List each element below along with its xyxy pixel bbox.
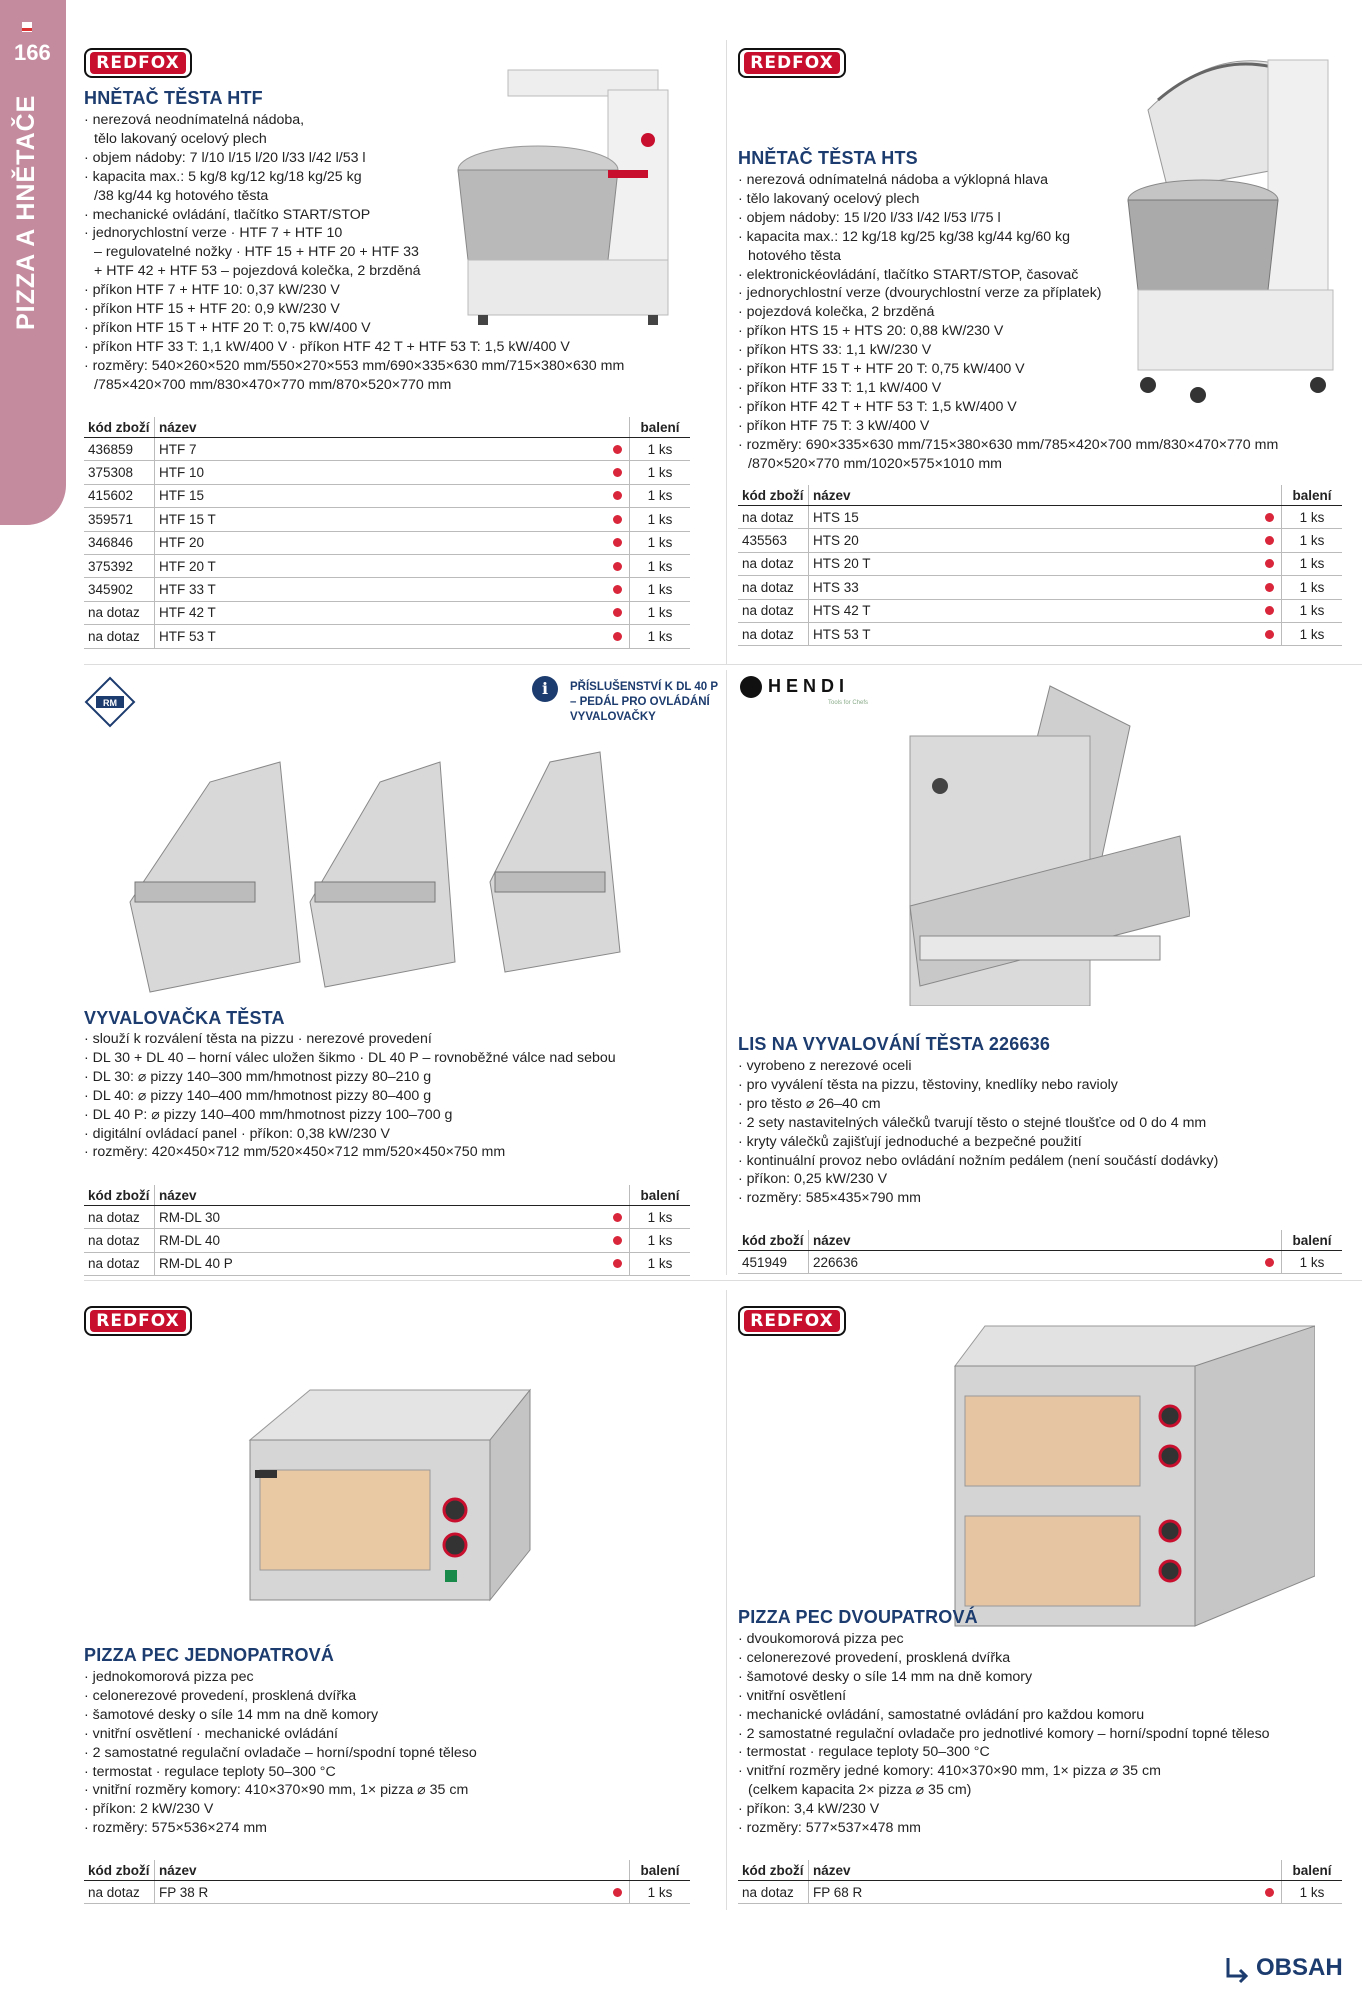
fp38-title: PIZZA PEC JEDNOPATROVÁ	[84, 1645, 335, 1665]
product-name: HTF 42 T	[155, 601, 606, 624]
product-code: na dotaz	[738, 576, 809, 599]
product-code: na dotaz	[84, 1881, 155, 1904]
double-oven-image	[945, 1316, 1315, 1636]
name-header: název	[809, 1860, 1258, 1881]
column-divider	[726, 670, 727, 1275]
spec-line: · příkon HTF 33 T: 1,1 kW/400 V · příkon HTF 42 T + HTF 53 T: 1,5 kW/400 V	[84, 338, 624, 357]
spec-line: · 2 samostatné regulační ovladače – horní/spodní topné těleso	[84, 1744, 477, 1763]
spec-line: – regulovatelné nožky · HTF 15 + HTF 20 + HTF 33	[94, 244, 419, 261]
availability-dot	[605, 484, 630, 507]
spec-line: · rozměry: 585×435×790 mm	[738, 1189, 1218, 1208]
product-pack: 1 ks	[630, 461, 691, 484]
fp68-title: PIZZA PEC DVOUPATROVÁ	[738, 1607, 978, 1627]
product-name: HTF 53 T	[155, 625, 606, 648]
product-pack: 1 ks	[630, 1206, 691, 1229]
spec-line: · dvoukomorová pizza pec	[738, 1630, 1270, 1649]
column-divider	[726, 1290, 727, 1910]
product-code: na dotaz	[84, 601, 155, 624]
red-dot-icon	[613, 468, 622, 477]
product-code: na dotaz	[738, 599, 809, 622]
spec-line: · slouží k rozválení těsta na pizzu · nerezové provedení	[84, 1030, 616, 1049]
spec-line: · kapacita max.: 12 kg/18 kg/25 kg/38 kg/44 kg/60 kg	[738, 228, 1278, 247]
product-name: HTS 20	[809, 529, 1258, 552]
pack-header: balení	[1282, 485, 1343, 506]
spec-line: · objem nádoby: 15 l/20 l/33 l/42 l/53 l/75 l	[738, 209, 1278, 228]
dough-sheeter-image	[900, 676, 1190, 1006]
spec-line: · digitální ovládací panel · příkon: 0,38 kW/230 V	[84, 1125, 616, 1144]
product-name: FP 68 R	[809, 1881, 1258, 1904]
redfox-logo: REDFOX	[738, 48, 846, 78]
availability-dot	[1257, 552, 1282, 575]
code-header: kód zboží	[84, 1860, 155, 1881]
red-dot-icon	[1265, 583, 1274, 592]
product-pack: 1 ks	[1282, 599, 1343, 622]
accessory-note: PŘÍSLUŠENSTVÍ K DL 40 P – PEDÁL PRO OVLÁDÁNÍ VYVALOVAČKY	[570, 681, 719, 723]
info-icon: i	[532, 676, 558, 702]
spec-line: tělo lakovaný ocelový plech	[94, 130, 267, 147]
table-row	[84, 1206, 690, 1229]
red-dot-icon	[613, 491, 622, 500]
spec-line: · mechanické ovládání, samostatné ovládání pro každou komoru	[738, 1706, 1270, 1725]
red-dot-icon	[1265, 606, 1274, 615]
pack-header: balení	[1282, 1860, 1343, 1881]
fp38-specs	[84, 1668, 477, 1838]
pack-header: balení	[1282, 1230, 1343, 1251]
htf-specs	[84, 111, 624, 395]
product-pack: 1 ks	[630, 601, 691, 624]
name-header: název	[155, 417, 606, 438]
red-dot-icon	[613, 585, 622, 594]
product-code: 436859	[84, 438, 155, 461]
product-pack: 1 ks	[1282, 529, 1343, 552]
table-row	[738, 506, 1342, 529]
spec-line: hotového těsta	[748, 247, 842, 264]
spec-line: · DL 40 P: ⌀ pizzy 140–400 mm/hmotnost pizzy 100–700 g	[84, 1106, 616, 1125]
red-dot-icon	[613, 515, 622, 524]
spec-line: · příkon HTF 33 T: 1,1 kW/400 V	[738, 379, 1278, 398]
availability-dot	[605, 1881, 630, 1904]
pack-header: balení	[630, 1860, 691, 1881]
spec-line: · příkon HTS 15 + HTS 20: 0,88 kW/230 V	[738, 322, 1278, 341]
row-divider	[84, 664, 1362, 665]
table-row	[738, 576, 1342, 599]
page-number: 166	[14, 40, 51, 65]
code-header: kód zboží	[738, 1860, 809, 1881]
product-name: FP 38 R	[155, 1881, 606, 1904]
product-pack: 1 ks	[1282, 622, 1343, 645]
table-row	[84, 601, 690, 624]
product-code: 375392	[84, 554, 155, 577]
spec-line: · jednorychlostní verze · HTF 7 + HTF 10	[84, 224, 624, 243]
table-row	[84, 625, 690, 648]
section-label: PIZZA A HNĚTAČE	[12, 94, 40, 330]
red-dot-icon	[613, 1236, 622, 1245]
product-pack: 1 ks	[1282, 1251, 1343, 1274]
table-row	[84, 531, 690, 554]
spec-line: · příkon HTF 42 T + HTF 53 T: 1,5 kW/400 V	[738, 398, 1278, 417]
red-dot-icon	[613, 562, 622, 571]
hts-product-table	[738, 485, 1342, 646]
product-code: na dotaz	[738, 622, 809, 645]
red-dot-icon	[1265, 559, 1274, 568]
svg-text:RM: RM	[103, 698, 117, 708]
dl-specs	[84, 1030, 616, 1162]
availability-dot	[605, 601, 630, 624]
product-name: HTF 33 T	[155, 578, 606, 601]
product-pack: 1 ks	[1282, 576, 1343, 599]
hendi-tagline: Tools for Chefs	[828, 700, 869, 706]
spec-line: · rozměry: 690×335×630 mm/715×380×630 mm/785×420×700 mm/830×470×770 mm	[738, 436, 1278, 455]
spec-line: · příkon: 0,25 kW/230 V	[738, 1170, 1218, 1189]
lis-title: LIS NA VYVALOVÁNÍ TĚSTA 226636	[738, 1034, 1051, 1054]
redfox-logo: REDFOX	[84, 48, 192, 78]
redfox-logo: REDFOX	[738, 1306, 846, 1336]
spec-line: · šamotové desky o síle 14 mm na dně komory	[738, 1668, 1270, 1687]
spec-line: · rozměry: 540×260×520 mm/550×270×553 mm/690×335×630 mm/715×380×630 mm	[84, 357, 624, 376]
table-row	[84, 461, 690, 484]
fp38-product-table	[84, 1860, 690, 1904]
product-name: RM-DL 40 P	[155, 1252, 606, 1275]
table-row	[84, 438, 690, 461]
table-row	[738, 622, 1342, 645]
table-row	[84, 508, 690, 531]
hts-specs	[738, 171, 1278, 474]
product-code: 451949	[738, 1251, 809, 1274]
dough-roller-images	[110, 722, 700, 1000]
product-code: 345902	[84, 578, 155, 601]
spec-line: /785×420×700 mm/830×470×770 mm/870×520×770 mm	[94, 376, 452, 393]
product-name: RM-DL 30	[155, 1206, 606, 1229]
lis-product-table	[738, 1230, 1342, 1274]
spec-line: · vnitřní osvětlení · mechanické ovládání	[84, 1725, 477, 1744]
product-name: HTS 20 T	[809, 552, 1258, 575]
spec-line: · vyrobeno z nerezové oceli	[738, 1057, 1218, 1076]
spec-line: · elektronickéovládání, tlačítko START/STOP, časovač	[738, 266, 1278, 285]
hendi-logo: HENDI	[768, 676, 850, 696]
spec-line: · nerezová neodnímatelná nádoba,	[84, 111, 624, 130]
product-code: 346846	[84, 531, 155, 554]
product-pack: 1 ks	[630, 1252, 691, 1275]
spec-line: · DL 30: ⌀ pizzy 140–300 mm/hmotnost pizzy 80–210 g	[84, 1068, 616, 1087]
spec-line: · kapacita max.: 5 kg/8 kg/12 kg/18 kg/25 kg	[84, 168, 624, 187]
hts-title: HNĚTAČ TĚSTA HTS	[738, 148, 918, 168]
spec-line: · příkon HTS 33: 1,1 kW/230 V	[738, 341, 1278, 360]
dl-title: VYVALOVAČKA TĚSTA	[84, 1008, 285, 1028]
red-dot-icon	[1265, 1258, 1274, 1267]
spec-line: · kontinuální provoz nebo ovládání nožním pedálem (není součástí dodávky)	[738, 1152, 1218, 1171]
spec-line: · příkon HTF 15 T + HTF 20 T: 0,75 kW/400 V	[84, 319, 624, 338]
availability-dot	[605, 578, 630, 601]
spec-line: · 2 sety nastavitelných válečků tvarují těsto o stejné tloušťce od 0 do 4 mm	[738, 1114, 1218, 1133]
red-dot-icon	[1265, 630, 1274, 639]
product-name: HTF 15 T	[155, 508, 606, 531]
availability-dot	[605, 461, 630, 484]
spec-line: · nerezová odnímatelná nádoba a výklopná hlava	[738, 171, 1278, 190]
product-code: 415602	[84, 484, 155, 507]
spec-line: · jednokomorová pizza pec	[84, 1668, 477, 1687]
spec-line: · vnitřní rozměry jedné komory: 410×370×90 mm, 1× pizza ⌀ 35 cm	[738, 1762, 1270, 1781]
product-code: 375308	[84, 461, 155, 484]
spec-line: · kryty válečků zajišťují jednoduché a bezpečné použití	[738, 1133, 1218, 1152]
table-row	[738, 1881, 1342, 1904]
spec-line: · celonerezové provedení, prosklená dvířka	[84, 1687, 477, 1706]
spec-line: · DL 40: ⌀ pizzy 140–400 mm/hmotnost pizzy 80–400 g	[84, 1087, 616, 1106]
htf-title: HNĚTAČ TĚSTA HTF	[84, 88, 263, 108]
spec-line: /38 kg/44 kg hotového těsta	[94, 187, 269, 204]
product-name: HTS 42 T	[809, 599, 1258, 622]
table-row	[84, 578, 690, 601]
table-row	[84, 1252, 690, 1275]
lis-specs	[738, 1057, 1218, 1208]
rm-logo	[84, 676, 136, 728]
red-dot-icon	[613, 1888, 622, 1897]
product-name: HTF 15	[155, 484, 606, 507]
availability-dot	[1257, 576, 1282, 599]
spec-line: · příkon HTF 15 T + HTF 20 T: 0,75 kW/400 V	[738, 360, 1278, 379]
availability-dot	[1257, 1881, 1282, 1904]
availability-dot	[605, 508, 630, 531]
product-code: na dotaz	[84, 1229, 155, 1252]
spec-line: · vnitřní osvětlení	[738, 1687, 1270, 1706]
spec-line: · objem nádoby: 7 l/10 l/15 l/20 l/33 l/42 l/53 l	[84, 149, 624, 168]
table-row	[738, 599, 1342, 622]
dl-product-table	[84, 1185, 690, 1276]
availability-dot	[605, 1229, 630, 1252]
spec-line: /870×520×770 mm/1020×575×1010 mm	[748, 455, 1002, 472]
table-row	[84, 1881, 690, 1904]
red-dot-icon	[613, 538, 622, 547]
product-pack: 1 ks	[630, 625, 691, 648]
pack-header: balení	[630, 417, 691, 438]
availability-dot	[605, 625, 630, 648]
product-name: HTF 10	[155, 461, 606, 484]
product-name: HTS 53 T	[809, 622, 1258, 645]
spec-line: · DL 30 + DL 40 – horní válec uložen šikmo · DL 40 P – rovnoběžné válce nad sebou	[84, 1049, 616, 1068]
product-name: HTS 33	[809, 576, 1258, 599]
product-pack: 1 ks	[630, 578, 691, 601]
spec-line: (celkem kapacita 2× pizza ⌀ 35 cm)	[748, 1782, 972, 1799]
pack-header: balení	[630, 1185, 691, 1206]
spec-line: · mechanické ovládání, tlačítko START/STOP	[84, 206, 624, 225]
product-name: 226636	[809, 1251, 1258, 1274]
spec-line: · termostat · regulace teploty 50–300 °C	[84, 1763, 477, 1782]
availability-dot	[605, 1252, 630, 1275]
hendi-logo-icon	[740, 676, 762, 698]
product-pack: 1 ks	[630, 438, 691, 461]
spec-line: · příkon: 3,4 kW/230 V	[738, 1800, 1270, 1819]
product-name: RM-DL 40	[155, 1229, 606, 1252]
product-code: na dotaz	[84, 625, 155, 648]
availability-dot	[1257, 622, 1282, 645]
code-header: kód zboží	[84, 417, 155, 438]
spec-line: · jednorychlostní verze (dvourychlostní verze za příplatek)	[738, 284, 1278, 303]
spec-line: · pojezdová kolečka, 2 brzděná	[738, 303, 1278, 322]
red-dot-icon	[613, 1259, 622, 1268]
product-name: HTF 20	[155, 531, 606, 554]
htf-product-table	[84, 417, 690, 649]
code-header: kód zboží	[84, 1185, 155, 1206]
product-pack: 1 ks	[1282, 552, 1343, 575]
product-pack: 1 ks	[630, 508, 691, 531]
table-row	[84, 484, 690, 507]
product-pack: 1 ks	[630, 531, 691, 554]
spec-line: · příkon HTF 7 + HTF 10: 0,37 kW/230 V	[84, 281, 624, 300]
product-pack: 1 ks	[630, 1881, 691, 1904]
spec-line: · vnitřní rozměry komory: 410×370×90 mm, 1× pizza ⌀ 35 cm	[84, 1781, 477, 1800]
availability-dot	[605, 438, 630, 461]
red-dot-icon	[1265, 536, 1274, 545]
red-dot-icon	[1265, 1888, 1274, 1897]
product-name: HTF 20 T	[155, 554, 606, 577]
fp68-product-table	[738, 1860, 1342, 1904]
redfox-logo: REDFOX	[84, 1306, 192, 1336]
table-row	[738, 1251, 1342, 1274]
availability-dot	[605, 1206, 630, 1229]
fp68-specs	[738, 1630, 1270, 1838]
contents-arrow-icon[interactable]	[1222, 1954, 1252, 1984]
red-dot-icon	[613, 1213, 622, 1222]
red-dot-icon	[613, 445, 622, 454]
name-header: název	[155, 1860, 606, 1881]
red-dot-icon	[1265, 513, 1274, 522]
table-row	[84, 554, 690, 577]
column-divider	[726, 40, 727, 665]
availability-dot	[605, 531, 630, 554]
name-header: název	[155, 1185, 606, 1206]
spec-line: · tělo lakovaný ocelový plech	[738, 190, 1278, 209]
spec-line: · rozměry: 575×536×274 mm	[84, 1819, 477, 1838]
product-code: 359571	[84, 508, 155, 531]
spec-line: · příkon: 2 kW/230 V	[84, 1800, 477, 1819]
product-code: na dotaz	[738, 552, 809, 575]
single-oven-image	[240, 1380, 540, 1620]
table-row	[738, 552, 1342, 575]
spec-line: · rozměry: 420×450×712 mm/520×450×712 mm/520×450×750 mm	[84, 1143, 616, 1162]
availability-dot	[1257, 529, 1282, 552]
red-dot-icon	[613, 632, 622, 641]
product-pack: 1 ks	[630, 554, 691, 577]
name-header: název	[809, 485, 1258, 506]
spec-line: · pro těsto ⌀ 26–40 cm	[738, 1095, 1218, 1114]
table-row	[738, 529, 1342, 552]
product-code: na dotaz	[738, 506, 809, 529]
product-pack: 1 ks	[630, 1229, 691, 1252]
spec-line: · celonerezové provedení, prosklená dvířka	[738, 1649, 1270, 1668]
spec-line: · termostat · regulace teploty 50–300 °C	[738, 1743, 1270, 1762]
spec-line: · příkon HTF 15 + HTF 20: 0,9 kW/230 V	[84, 300, 624, 319]
product-pack: 1 ks	[630, 484, 691, 507]
spec-line: · pro vyválení těsta na pizzu, těstoviny, knedlíky nebo ravioly	[738, 1076, 1218, 1095]
availability-dot	[605, 554, 630, 577]
table-row	[84, 1229, 690, 1252]
name-header: název	[809, 1230, 1258, 1251]
code-header: kód zboží	[738, 1230, 809, 1251]
product-pack: 1 ks	[1282, 1881, 1343, 1904]
product-code: na dotaz	[84, 1252, 155, 1275]
availability-dot	[1257, 599, 1282, 622]
spec-line: · 2 samostatné regulační ovladače pro jednotlivé komory – horní/spodní topné těleso	[738, 1725, 1270, 1744]
product-code: na dotaz	[84, 1206, 155, 1229]
row-divider	[84, 1280, 1362, 1281]
availability-dot	[1257, 1251, 1282, 1274]
contents-link[interactable]: OBSAH	[1256, 1954, 1343, 1981]
code-header: kód zboží	[738, 485, 809, 506]
product-name: HTS 15	[809, 506, 1258, 529]
spec-line: · šamotové desky o síle 14 mm na dně komory	[84, 1706, 477, 1725]
product-code: 435563	[738, 529, 809, 552]
red-dot-icon	[613, 608, 622, 617]
availability-dot	[1257, 506, 1282, 529]
spec-line: + HTF 42 + HTF 53 – pojezdová kolečka, 2 brzděná	[94, 263, 421, 280]
spec-line: · rozměry: 577×537×478 mm	[738, 1819, 1270, 1838]
product-code: na dotaz	[738, 1881, 809, 1904]
product-name: HTF 7	[155, 438, 606, 461]
spec-line: · příkon HTF 75 T: 3 kW/400 V	[738, 417, 1278, 436]
product-pack: 1 ks	[1282, 506, 1343, 529]
